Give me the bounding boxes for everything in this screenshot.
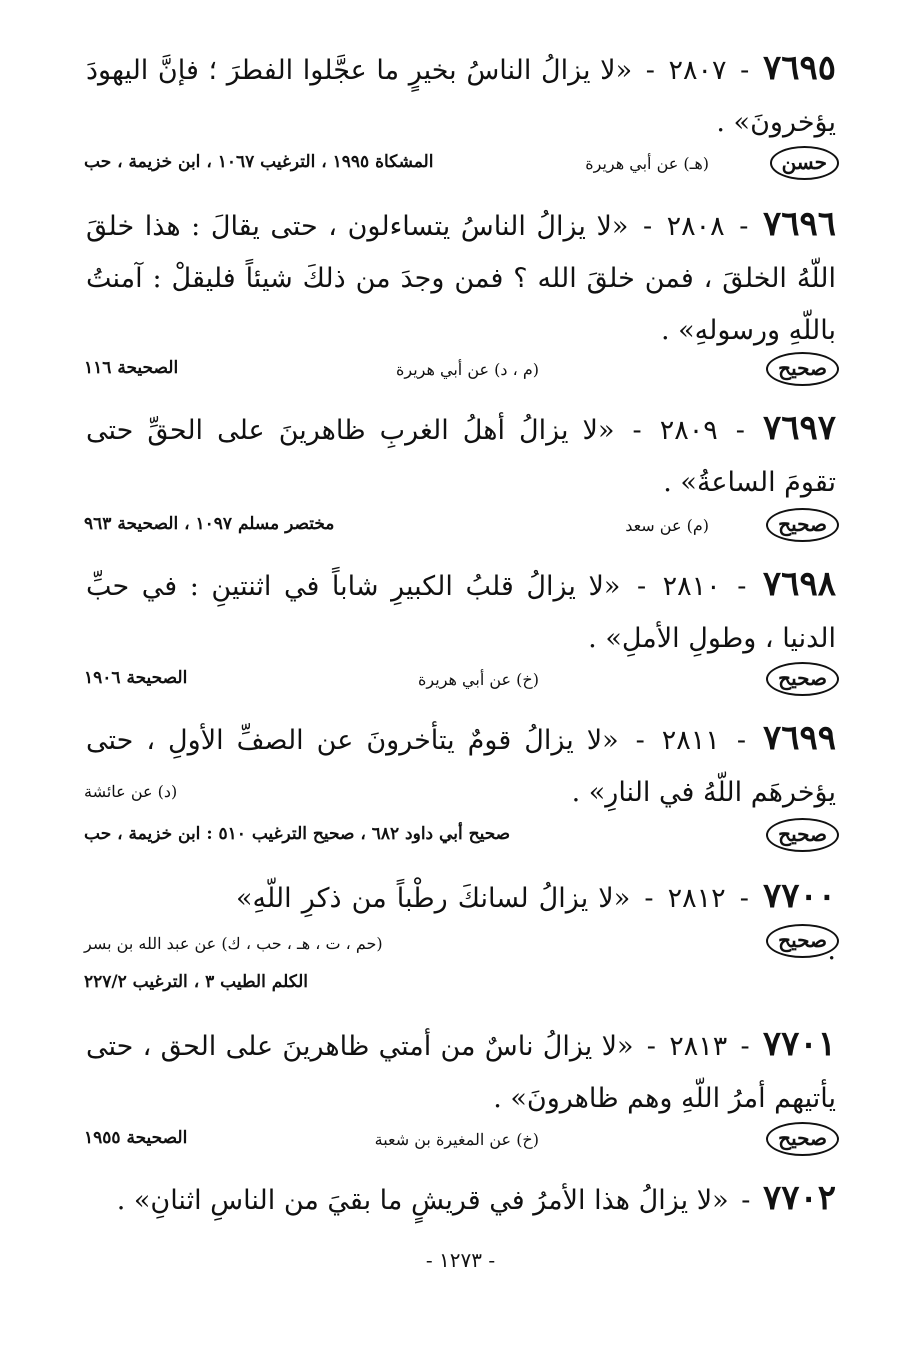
hadith-meta <box>84 924 839 994</box>
hadith-text: «لا يزالُ لسانكَ رطْباً من ذكرِ اللّهِ» . <box>236 883 836 966</box>
hadith-text: «لا يزالُ ناسٌ من أمتي ظاهرينَ على الحق ، حتى يأتيهم أمرُ اللّهِ وهم ظاهرونَ» . <box>86 1031 836 1114</box>
hadith-entry: ٧٧٠٠ - ٢٨١٢ - «لا يزالُ لسانكَ رطْباً من ذكرِ اللّهِ» . <box>236 876 836 966</box>
hadith-text: «لا يزالُ قومٌ يتأخرونَ عن الصفِّ الأولِ ، حتى يؤخرهَم اللّهُ في النارِ» . <box>86 725 836 808</box>
hadith-entry: ٧٦٩٩ - ٢٨١١ - «لا يزالُ قومٌ يتأخرونَ عن الصفِّ الأولِ ، حتى يؤخرهَم اللّهُ في النارِ» . <box>86 718 836 808</box>
hadith-sub-number: ٢٨٠٩ <box>659 415 718 446</box>
hadith-entry: ٧٧٠١ - ٢٨١٣ - «لا يزالُ ناسٌ من أمتي ظاهرينَ على الحق ، حتى يأتيهم أمرُ اللّهِ وهم ظاهرونَ» . <box>86 1024 836 1114</box>
grade-badge: صحيح <box>766 352 839 386</box>
grade-badge: صحيح <box>766 818 839 852</box>
source-attribution: (هـ) عن أبي هريرة <box>585 154 709 173</box>
source-attribution: (م) عن سعد <box>625 516 709 535</box>
references: الصحيحة ١٩٠٦ <box>84 668 188 688</box>
hadith-number: ٧٧٠١ <box>762 1024 836 1064</box>
hadith-meta <box>84 1122 839 1166</box>
hadith-meta <box>84 508 839 552</box>
hadith-number: ٧٦٩٧ <box>762 408 836 448</box>
hadith-entry: ٧٦٩٧ - ٢٨٠٩ - «لا يزالُ أهلُ الغربِ ظاهرينَ على الحقِّ حتى تقومَ الساعةُ» . <box>86 408 836 498</box>
hadith-entry: ٧٦٩٨ - ٢٨١٠ - «لا يزالُ قلبُ الكبيرِ شاباً في اثنتينِ : في حبِّ الدنيا ، وطولِ الأملِ» . <box>86 564 836 654</box>
hadith-number: ٧٧٠٢ <box>762 1178 836 1218</box>
hadith-sub-number: ٢٨١٣ <box>669 1031 728 1062</box>
hadith-number: ٧٦٩٩ <box>762 718 836 758</box>
hadith-sub-number: ٢٨٠٧ <box>668 55 727 86</box>
hadith-text: «لا يزالُ الناسُ يتساءلون ، حتى يقالَ : هذا خلقَ اللّهُ الخلقَ ، فمن خلقَ الله ؟ فمن وجدَ من ذلكَ شيئاً فليقلْ : آمنتُ باللّهِ ورسولهِ» . <box>86 211 836 346</box>
source-attribution: (م ، د) عن أبي هريرة <box>396 360 539 379</box>
hadith-number: ٧٦٩٥ <box>762 48 836 88</box>
hadith-number: ٧٦٩٦ <box>762 204 836 244</box>
grade-badge: صحيح <box>766 1122 839 1156</box>
source-attribution: (حم ، ت ، هـ ، حب ، ك) عن عبد الله بن بسر <box>84 934 383 953</box>
grade-badge: حسن <box>770 146 839 180</box>
hadith-text: «لا يزالُ هذا الأمرُ في قريشٍ ما بقيَ من الناسِ اثنانِ» . <box>116 1185 729 1216</box>
source-attribution: (د) عن عائشة <box>84 782 178 801</box>
hadith-text: «لا يزالُ أهلُ الغربِ ظاهرينَ على الحقِّ حتى تقومَ الساعةُ» . <box>86 415 836 498</box>
references: صحيح أبي داود ٦٨٢ ، صحيح الترغيب ٥١٠ : ابن خزيمة ، حب <box>84 824 511 844</box>
grade-badge: صحيح <box>766 662 839 696</box>
hadith-entry: ٧٦٩٥ - ٢٨٠٧ - «لا يزالُ الناسُ بخيرٍ ما عجَّلوا الفطرَ ؛ فإنَّ اليهودَ يؤخرونَ» . <box>86 48 836 138</box>
hadith-meta <box>84 352 839 396</box>
hadith-number: ٧٧٠٠ <box>762 876 836 916</box>
grade-badge: صحيح <box>766 508 839 542</box>
references: مختصر مسلم ١٠٩٧ ، الصحيحة ٩٦٣ <box>84 514 335 534</box>
source-attribution: (خ) عن المغيرة بن شعبة <box>374 1130 539 1149</box>
hadith-sub-number: ٢٨٠٨ <box>666 211 725 242</box>
hadith-meta <box>84 782 839 862</box>
hadith-text: «لا يزالُ الناسُ بخيرٍ ما عجَّلوا الفطرَ ؛ فإنَّ اليهودَ يؤخرونَ» . <box>86 55 836 138</box>
page-number: - ١٢٧٣ - <box>425 1248 496 1272</box>
references: المشكاة ١٩٩٥ ، الترغيب ١٠٦٧ ، ابن خزيمة ، حب <box>84 152 434 172</box>
hadith-entry: ٧٧٠٢ - «لا يزالُ هذا الأمرُ في قريشٍ ما بقيَ من الناسِ اثنانِ» . <box>116 1178 836 1218</box>
source-attribution: (خ) عن أبي هريرة <box>418 670 539 689</box>
hadith-sub-number: ٢٨١٢ <box>667 883 726 914</box>
references: الصحيحة ١١٦ <box>84 358 179 378</box>
hadith-number: ٧٦٩٨ <box>762 564 836 604</box>
references: الكلم الطيب ٣ ، الترغيب ٢٢٧/٢ <box>84 972 308 992</box>
hadith-meta <box>84 146 839 190</box>
hadith-text: «لا يزالُ قلبُ الكبيرِ شاباً في اثنتينِ : في حبِّ الدنيا ، وطولِ الأملِ» . <box>86 571 836 654</box>
hadith-sub-number: ٢٨١٠ <box>662 571 721 602</box>
hadith-sub-number: ٢٨١١ <box>661 725 720 756</box>
hadith-entry: ٧٦٩٦ - ٢٨٠٨ - «لا يزالُ الناسُ يتساءلون ، حتى يقالَ : هذا خلقَ اللّهُ الخلقَ ، فمن خلقَ الله ؟ فمن وجدَ من ذلكَ شيئاً فليقلْ : آمنتُ باللّهِ ورسولهِ» . <box>86 204 836 346</box>
references: الصحيحة ١٩٥٥ <box>84 1128 188 1148</box>
grade-badge: صحيح <box>766 924 839 958</box>
hadith-meta <box>84 662 839 706</box>
